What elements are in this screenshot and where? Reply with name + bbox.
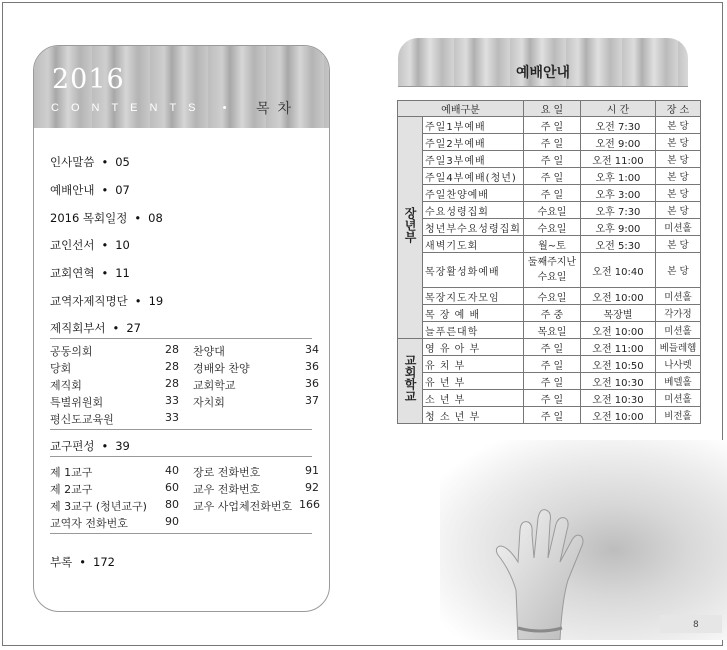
cell-nm: 청 소 년 부	[423, 407, 524, 424]
toc-sub-label: 평신도교육원	[50, 413, 114, 426]
cell-dy: 수요일	[523, 288, 580, 305]
toc-page: 07	[115, 183, 130, 197]
cell-nm: 수요성령집회	[423, 202, 524, 219]
bullet: •	[101, 439, 109, 453]
table-row	[398, 151, 701, 168]
toc-label: 부록	[50, 555, 73, 569]
cell-dy: 주 일	[523, 134, 580, 151]
toc-sub-page: 28	[165, 377, 179, 390]
toc-sub-label: 교우 사업체전화번호	[193, 500, 293, 513]
cell-tm: 오전 10:00	[580, 288, 655, 305]
cell-dy: 주 일	[523, 390, 580, 407]
cell-pl: 본 당	[655, 151, 700, 168]
toc-sub-page: 36	[305, 377, 319, 390]
column-header: 요 일	[523, 101, 580, 117]
bullet: •	[112, 321, 120, 335]
toc-sub-label: 자치회	[193, 396, 225, 409]
toc-item[interactable]	[50, 293, 163, 309]
table-row	[398, 219, 701, 236]
cell-nm: 늘푸른대학	[423, 322, 524, 339]
cell-nm: 주일1부예배	[423, 117, 524, 134]
cell-pl: 비전홀	[655, 407, 700, 424]
toc-sub-label: 교우 전화번호	[193, 483, 261, 496]
cell-dy: 주 일	[523, 151, 580, 168]
cell-tm: 오전 10:30	[580, 390, 655, 407]
cell-pl: 미션홀	[655, 219, 700, 236]
cell-tm: 오전 11:00	[580, 151, 655, 168]
cell-tm: 오전 5:30	[580, 236, 655, 253]
cell-pl: 본 당	[655, 185, 700, 202]
hand-image	[488, 500, 598, 640]
column-header: 장 소	[655, 101, 700, 117]
cell-pl: 미션홀	[655, 390, 700, 407]
table-row	[398, 134, 701, 151]
toc-page: 05	[115, 155, 130, 169]
cell-tm: 오전 10:50	[580, 356, 655, 373]
cell-pl: 본 당	[655, 168, 700, 185]
cell-tm: 오후 1:00	[580, 168, 655, 185]
cell-pl: 본 당	[655, 202, 700, 219]
cell-pl: 본 당	[655, 117, 700, 134]
cell-nm: 목장활성화예배	[423, 253, 524, 288]
toc-label: 교구편성	[50, 439, 95, 453]
cell-nm: 주일3부예배	[423, 151, 524, 168]
toc-page: 19	[148, 294, 164, 308]
contents-label: CONTENTS •	[51, 102, 239, 114]
table-row	[398, 390, 701, 407]
contents-card	[33, 45, 330, 612]
toc-page: 10	[115, 238, 130, 252]
cell-tm: 오전 10:00	[580, 322, 655, 339]
toc-sub-label: 특별위원회	[50, 396, 104, 409]
bullet: •	[134, 294, 142, 308]
table-row	[398, 407, 701, 424]
table-row	[398, 356, 701, 373]
cell-tm: 오전 11:00	[580, 339, 655, 356]
toc-page: 11	[115, 266, 130, 280]
page-number-bar	[660, 615, 722, 633]
toc-item[interactable]	[50, 154, 130, 170]
worship-title: 예배안내	[515, 65, 571, 81]
toc-sub-page: 33	[165, 394, 179, 407]
table-row	[398, 202, 701, 219]
cell-dy: 주 일	[523, 168, 580, 185]
table-row	[398, 168, 701, 185]
cell-pl: 본 당	[655, 134, 700, 151]
cell-dy: 주 일	[523, 407, 580, 424]
cell-dy: 주 일	[523, 339, 580, 356]
cell-pl: 본 당	[655, 236, 700, 253]
toc-item[interactable]	[50, 210, 163, 226]
divider	[50, 338, 312, 339]
toc-item[interactable]	[50, 554, 115, 570]
table-row	[398, 373, 701, 390]
toc-sub-label: 당회	[50, 362, 72, 375]
toc-sub-page: 28	[165, 343, 179, 356]
cell-dy: 주 일	[523, 185, 580, 202]
toc-sub-page: 33	[165, 411, 179, 424]
toc-sub-label: 교회학교	[193, 379, 236, 392]
cell-dy: 주 일	[523, 117, 580, 134]
cell-dy: 둘째주지난 수요일	[523, 253, 580, 288]
toc-sub-page: 37	[305, 394, 319, 407]
cell-nm: 목장지도자모임	[423, 288, 524, 305]
toc-label: 교인선서	[50, 238, 95, 252]
cell-tm: 오후 3:00	[580, 185, 655, 202]
toc-sub-page: 34	[305, 343, 319, 356]
cell-nm: 유 치 부	[423, 356, 524, 373]
bullet: •	[101, 155, 109, 169]
table-row	[398, 339, 701, 356]
cell-pl: 베들레헴	[655, 339, 700, 356]
toc-sub-page: 36	[305, 360, 319, 373]
toc-sub-page: 28	[165, 360, 179, 373]
toc-item[interactable]	[50, 237, 130, 253]
cell-dy: 수요일	[523, 202, 580, 219]
toc-label: 예배안내	[50, 183, 95, 197]
cell-dy: 주 일	[523, 356, 580, 373]
toc-label: 교회연혁	[50, 266, 95, 280]
toc-sub-page: 40	[165, 464, 179, 477]
year-label: 2016	[52, 64, 125, 95]
toc-item[interactable]	[50, 265, 130, 281]
divider	[50, 429, 312, 430]
cell-tm: 오후 9:00	[580, 219, 655, 236]
cell-tm: 목장별	[580, 305, 655, 322]
divider	[50, 533, 312, 534]
cell-nm: 주일4부예배(청년)	[423, 168, 524, 185]
cell-nm: 유 년 부	[423, 373, 524, 390]
bullet: •	[101, 266, 109, 280]
toc-sub-label: 찬양대	[193, 345, 225, 358]
toc-sub-label: 제직회	[50, 379, 82, 392]
cell-tm: 오전 10:40	[580, 253, 655, 288]
bullet: •	[79, 555, 87, 569]
toc-sub-label: 제 3교구 (청년교구)	[50, 500, 147, 513]
cell-dy: 목요일	[523, 322, 580, 339]
divider	[398, 86, 688, 87]
cell-pl: 나사렛	[655, 356, 700, 373]
toc-sub-page: 166	[299, 498, 320, 511]
cell-nm: 주일2부예배	[423, 134, 524, 151]
table-row	[398, 322, 701, 339]
cell-tm: 오전 10:30	[580, 373, 655, 390]
cell-pl: 미션홀	[655, 322, 700, 339]
toc-sub-label: 장로 전화번호	[193, 466, 261, 479]
cell-dy: 주 일	[523, 373, 580, 390]
toc-sub-page: 91	[305, 464, 319, 477]
toc-sub-label: 제 1교구	[50, 466, 93, 479]
toc-label: 교역자제직명단	[50, 294, 128, 308]
toc-page: 27	[126, 321, 141, 335]
table-row	[398, 185, 701, 202]
contents-header	[34, 46, 329, 128]
group-label: 장년부	[398, 117, 423, 339]
group-label: 교회학교	[398, 339, 423, 424]
cell-nm: 소 년 부	[423, 390, 524, 407]
toc-sub-label: 공동의회	[50, 345, 93, 358]
toc-sub-page: 90	[165, 515, 179, 528]
toc-sub-page: 92	[305, 481, 319, 494]
cell-tm: 오전 10:00	[580, 407, 655, 424]
toc-page: 39	[115, 439, 130, 453]
toc-sub-label: 교역자 전화번호	[50, 517, 128, 530]
toc-label: 인사말씀	[50, 155, 95, 169]
toc-label: 제직회부서	[50, 321, 106, 335]
bullet: •	[101, 238, 109, 252]
cell-tm: 오전 7:30	[580, 117, 655, 134]
cell-pl: 각가정	[655, 305, 700, 322]
cell-nm: 새벽기도회	[423, 236, 524, 253]
bullet: •	[134, 211, 142, 225]
toc-sub-label: 제 2교구	[50, 483, 93, 496]
toc-sub-page: 60	[165, 481, 179, 494]
table-row	[398, 305, 701, 322]
toc-item[interactable]	[50, 320, 141, 336]
column-header: 예배구분	[398, 101, 524, 117]
cell-nm: 청년부수요성령집회	[423, 219, 524, 236]
column-header: 시 간	[580, 101, 655, 117]
toc-item[interactable]	[50, 438, 130, 454]
contents-title-kr: 목차	[256, 101, 300, 117]
cell-tm: 오후 7:30	[580, 202, 655, 219]
cell-nm: 주일찬양예배	[423, 185, 524, 202]
table-row	[398, 236, 701, 253]
toc-page: 172	[93, 555, 115, 569]
cell-dy: 주 중	[523, 305, 580, 322]
cell-pl: 베델홀	[655, 373, 700, 390]
table-row	[398, 253, 701, 288]
cell-pl: 미션홀	[655, 288, 700, 305]
table-header	[398, 101, 701, 117]
table-row	[398, 288, 701, 305]
toc-sub-label: 경배와 찬양	[193, 362, 250, 375]
toc-label: 2016 목회일정	[50, 211, 128, 225]
toc-item[interactable]	[50, 182, 130, 198]
table-row	[398, 117, 701, 134]
toc-page: 08	[148, 211, 163, 225]
cell-tm: 오전 9:00	[580, 134, 655, 151]
cell-nm: 목 장 예 배	[423, 305, 524, 322]
page-number: 8	[693, 620, 699, 630]
divider	[50, 456, 312, 457]
cell-pl: 본 당	[655, 253, 700, 288]
toc-sub-page: 80	[165, 498, 179, 511]
bullet: •	[101, 183, 109, 197]
cell-dy: 수요일	[523, 219, 580, 236]
worship-table	[397, 100, 701, 424]
cell-dy: 월~토	[523, 236, 580, 253]
cell-nm: 영 유 아 부	[423, 339, 524, 356]
